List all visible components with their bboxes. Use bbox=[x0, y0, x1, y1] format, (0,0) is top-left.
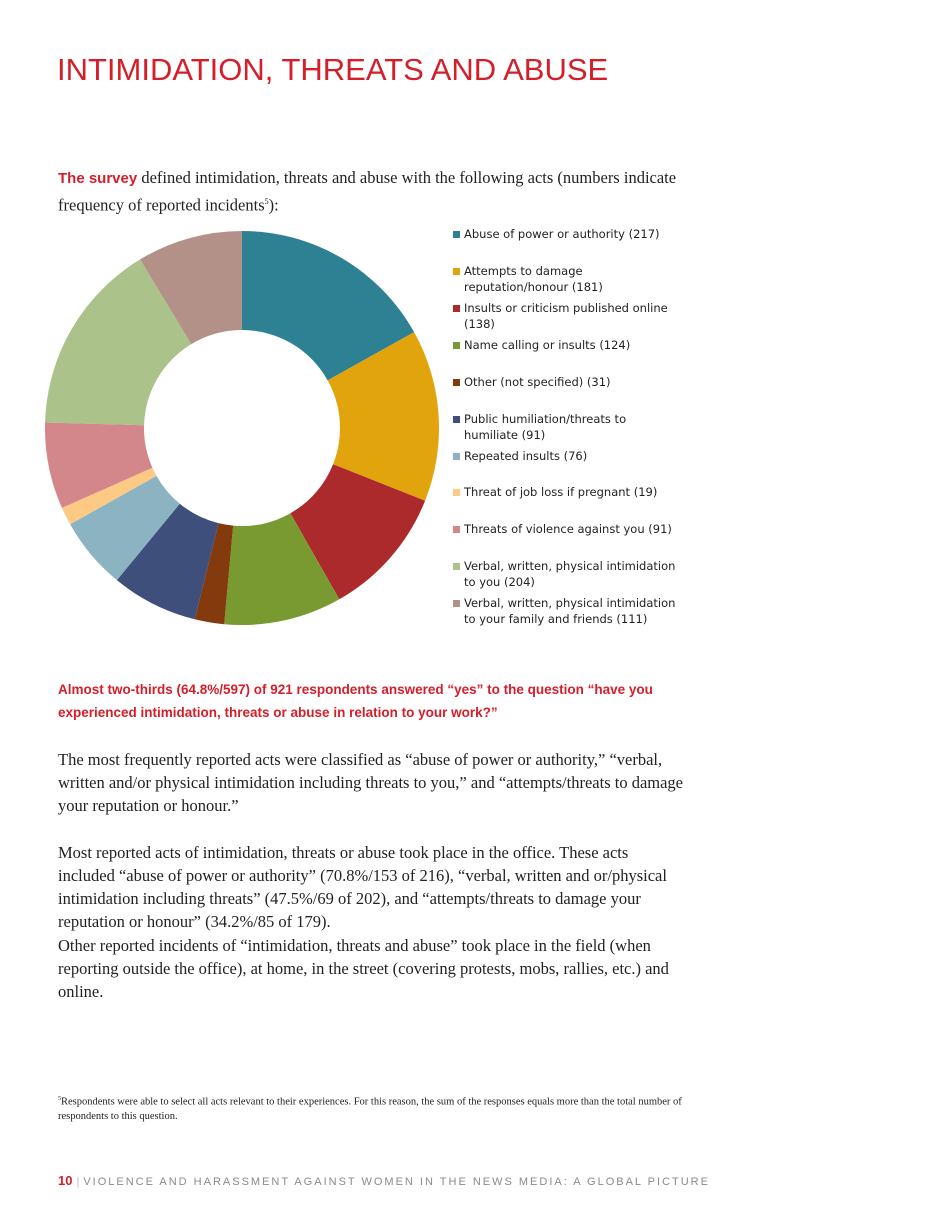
legend-swatch bbox=[453, 600, 460, 607]
legend-swatch bbox=[453, 305, 460, 312]
intro-lead: The survey bbox=[58, 170, 138, 187]
legend-item bbox=[453, 263, 693, 295]
legend-label: reputation/honour (181) bbox=[464, 280, 603, 294]
legend-swatch bbox=[453, 379, 460, 386]
legend-label: Threats of violence against you (91) bbox=[464, 522, 672, 536]
page-number: 10 bbox=[58, 1173, 73, 1188]
legend-swatch bbox=[453, 416, 460, 423]
legend-swatch bbox=[453, 268, 460, 275]
legend-item bbox=[453, 521, 693, 537]
legend-label: Verbal, written, physical intimidation bbox=[464, 596, 676, 610]
legend-item bbox=[453, 411, 693, 443]
legend-label: (138) bbox=[464, 317, 495, 331]
legend-label: Insults or criticism published online bbox=[464, 301, 668, 315]
legend-label: Threat of job loss if pregnant (19) bbox=[464, 485, 658, 499]
legend-item bbox=[453, 484, 693, 500]
legend-label: to your family and friends (111) bbox=[464, 612, 648, 626]
legend-label: Attempts to damage bbox=[464, 264, 583, 278]
legend-label: Name calling or insults (124) bbox=[464, 338, 631, 352]
body-paragraph-3: Other reported incidents of “intimidation, threats and abuse” took place in the field (when reporting outside the office), at home, in the street (covering protests, mobs, rallies, etc.) and online. bbox=[58, 936, 669, 1001]
legend-item bbox=[453, 448, 693, 464]
footnote bbox=[58, 1092, 688, 1124]
footnote-ref: 5 bbox=[264, 197, 269, 206]
footer-separator: | bbox=[76, 1176, 80, 1188]
legend-swatch bbox=[453, 342, 460, 349]
footnote-text: Respondents were able to select all acts relevant to their experiences. For this reason, the sum of the responses equals more than the total number of respondents to this question. bbox=[58, 1096, 682, 1122]
footer-publication-title: VIOLENCE AND HARASSMENT AGAINST WOMEN IN THE NEWS MEDIA: A GLOBAL PICTURE bbox=[83, 1176, 710, 1188]
legend-label: Verbal, written, physical intimidation bbox=[464, 559, 676, 573]
legend-swatch bbox=[453, 489, 460, 496]
legend-label: Abuse of power or authority (217) bbox=[464, 227, 660, 241]
page-title: INTIMIDATION, THREATS AND ABUSE bbox=[57, 52, 609, 87]
page-footer bbox=[58, 1173, 710, 1188]
body-paragraph-1: The most frequently reported acts were classified as “abuse of power or authority,” “verbal, written and/or physical intimidation including threats to you,” and “attempts/threats to damage your reputation or honour.” bbox=[58, 750, 684, 815]
donut-chart bbox=[40, 226, 444, 630]
body-paragraph-2: Most reported acts of intimidation, threats or abuse took place in the office. These acts included “abuse of power or authority” (70.8%/153 of 216), “verbal, written and or/physical intimidation including threats” (47.5%/69 of 202), and “attempts/threats to damage your reputation or honour” (34.2%/85 of 179). bbox=[58, 843, 667, 931]
legend-item bbox=[453, 374, 693, 390]
intro-text-end: ): bbox=[268, 195, 279, 215]
legend-item bbox=[453, 337, 693, 353]
legend-label: Public humiliation/threats to bbox=[464, 412, 627, 426]
footnote-number: 5 bbox=[58, 1096, 61, 1102]
legend-swatch bbox=[453, 526, 460, 533]
legend-label: to you (204) bbox=[464, 575, 535, 589]
legend-label: humiliate (91) bbox=[464, 428, 546, 442]
legend-item bbox=[453, 300, 693, 332]
intro-paragraph bbox=[58, 166, 688, 217]
legend-label: Repeated insults (76) bbox=[464, 449, 588, 463]
intro-text: defined intimidation, threats and abuse with the following acts (numbers indicate frequency of reported incidents bbox=[58, 168, 677, 215]
legend-swatch bbox=[453, 563, 460, 570]
legend-swatch bbox=[453, 231, 460, 238]
legend-item bbox=[453, 558, 693, 590]
legend-item bbox=[453, 595, 693, 627]
legend-swatch bbox=[453, 453, 460, 460]
legend-item bbox=[453, 226, 693, 242]
highlight-statement: Almost two-thirds (64.8%/597) of 921 respondents answered “yes” to the question “have you experienced intimidation, threats or abuse in relation to your work?” bbox=[58, 682, 653, 720]
legend-label: Other (not specified) (31) bbox=[464, 375, 611, 389]
